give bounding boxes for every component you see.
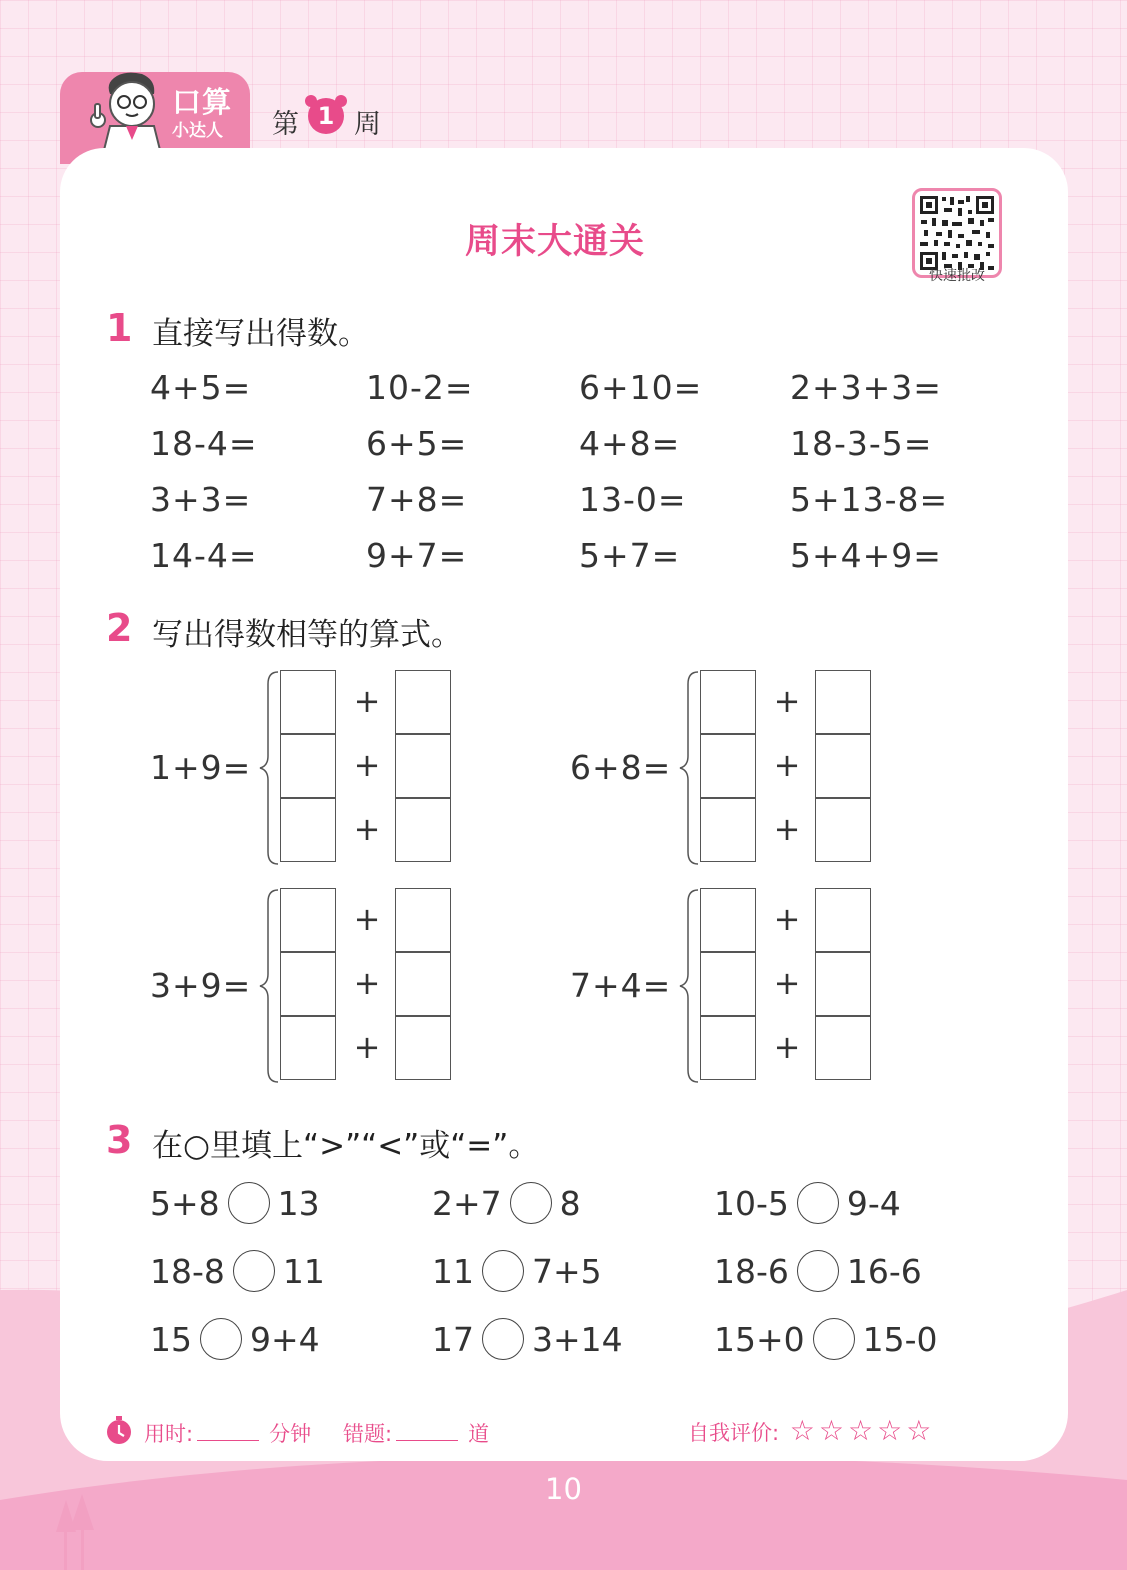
compare-circle[interactable] (813, 1318, 855, 1360)
answer-box[interactable] (395, 888, 451, 952)
star-icon[interactable]: ☆ (789, 1414, 815, 1447)
left-expression: 17 (432, 1319, 474, 1359)
comparison (714, 1182, 901, 1224)
left-expression: 5+8 (150, 1183, 220, 1223)
problem: 7+8= (366, 480, 468, 519)
section-number: 3 (106, 1118, 133, 1162)
right-expression: 3+14 (532, 1319, 623, 1359)
comparison (432, 1250, 602, 1292)
section-title: 写出得数相等的算式。 (152, 617, 462, 653)
plus-sign: + (773, 810, 801, 848)
compare-circle[interactable] (482, 1250, 524, 1292)
star-icon[interactable]: ☆ (818, 1414, 844, 1447)
time-unit: 分钟 (269, 1422, 312, 1446)
brace-icon (674, 888, 702, 1084)
comparison (432, 1318, 623, 1360)
rating-label: 自我评价: (688, 1421, 780, 1445)
answer-box[interactable] (700, 734, 756, 798)
plus-sign: + (353, 900, 381, 938)
right-expression: 15-0 (862, 1319, 938, 1359)
compare-circle[interactable] (797, 1182, 839, 1224)
answer-box[interactable] (815, 734, 871, 798)
compare-circle[interactable] (510, 1182, 552, 1224)
left-expression: 15+0 (714, 1319, 805, 1359)
compare-circle[interactable] (797, 1250, 839, 1292)
answer-box[interactable] (700, 670, 756, 734)
time-blank[interactable] (197, 1440, 259, 1441)
problem: 18-4= (150, 424, 258, 463)
section-number: 1 (106, 306, 133, 350)
answer-box[interactable] (280, 1016, 336, 1080)
problem: 6+5= (366, 424, 468, 463)
answer-box[interactable] (280, 670, 336, 734)
plus-sign: + (353, 810, 381, 848)
right-expression: 9-4 (846, 1183, 901, 1223)
group-expression: 6+8= (570, 748, 672, 787)
self-rating (688, 1414, 931, 1447)
left-expression: 2+7 (432, 1183, 502, 1223)
answer-box[interactable] (815, 670, 871, 734)
left-expression: 10-5 (714, 1183, 789, 1223)
errors-unit: 道 (468, 1422, 490, 1446)
problem: 2+3+3= (790, 368, 942, 407)
right-expression: 9+4 (250, 1319, 320, 1359)
stopwatch-icon (104, 1414, 134, 1446)
comparison (150, 1182, 320, 1224)
answer-box[interactable] (815, 1016, 871, 1080)
answer-box[interactable] (280, 798, 336, 862)
answer-box[interactable] (700, 888, 756, 952)
week-prefix: 第 (272, 109, 299, 140)
plus-sign: + (353, 1028, 381, 1066)
time-label: 用时: (144, 1422, 194, 1446)
brace-icon (254, 888, 282, 1084)
section-number: 2 (106, 606, 133, 650)
section-title: 直接写出得数。 (152, 316, 369, 352)
problem: 5+4+9= (790, 536, 942, 575)
answer-box[interactable] (280, 734, 336, 798)
compare-circle[interactable] (200, 1318, 242, 1360)
brace-icon (254, 670, 282, 866)
answer-box[interactable] (280, 952, 336, 1016)
right-expression: 11 (282, 1251, 325, 1291)
answer-box[interactable] (395, 734, 451, 798)
problem: 10-2= (366, 368, 474, 407)
comparison (714, 1250, 922, 1292)
problem: 4+5= (150, 368, 252, 407)
left-expression: 18-6 (714, 1251, 789, 1291)
answer-box[interactable] (395, 952, 451, 1016)
qr-code-icon (918, 194, 996, 272)
answer-box[interactable] (815, 798, 871, 862)
problem: 3+3= (150, 480, 252, 519)
problem: 13-0= (579, 480, 687, 519)
left-expression: 11 (432, 1251, 474, 1291)
problem: 5+13-8= (790, 480, 949, 519)
errors-record (343, 1418, 489, 1448)
answer-box[interactable] (700, 798, 756, 862)
problem: 18-3-5= (790, 424, 933, 463)
right-expression: 13 (277, 1183, 320, 1223)
answer-box[interactable] (395, 670, 451, 734)
plus-sign: + (773, 682, 801, 720)
star-icon[interactable]: ☆ (877, 1414, 903, 1447)
right-expression: 16-6 (846, 1251, 922, 1291)
plus-sign: + (353, 964, 381, 1002)
compare-circle[interactable] (228, 1182, 270, 1224)
group-expression: 1+9= (150, 748, 252, 787)
star-icon[interactable]: ☆ (847, 1414, 874, 1447)
plus-sign: + (773, 964, 801, 1002)
week-suffix: 周 (354, 109, 381, 140)
group-expression: 7+4= (570, 966, 672, 1005)
week-number: 1 (308, 98, 344, 134)
comparison (714, 1318, 938, 1360)
right-expression: 7+5 (532, 1251, 602, 1291)
star-icon[interactable]: ☆ (906, 1414, 932, 1447)
plus-sign: + (773, 900, 801, 938)
badge-subtitle: 小达人 (172, 121, 223, 141)
mascot-icon (80, 70, 170, 150)
time-record (144, 1418, 311, 1448)
comparison (150, 1318, 320, 1360)
problem: 4+8= (579, 424, 681, 463)
compare-circle[interactable] (482, 1318, 524, 1360)
answer-box[interactable] (815, 888, 871, 952)
answer-box[interactable] (395, 798, 451, 862)
problem: 6+10= (579, 368, 703, 407)
right-expression: 8 (559, 1183, 581, 1223)
answer-box[interactable] (700, 1016, 756, 1080)
comparison (150, 1250, 325, 1292)
plus-sign: + (773, 1028, 801, 1066)
left-expression: 18-8 (150, 1251, 225, 1291)
problem: 14-4= (150, 536, 258, 575)
errors-blank[interactable] (396, 1440, 458, 1441)
answer-box[interactable] (280, 888, 336, 952)
group-expression: 3+9= (150, 966, 252, 1005)
plus-sign: + (353, 746, 381, 784)
answer-box[interactable] (700, 952, 756, 1016)
left-expression: 15 (150, 1319, 192, 1359)
plus-sign: + (353, 682, 381, 720)
plus-sign: + (773, 746, 801, 784)
qr-label: 快速批改 (929, 268, 985, 284)
errors-label: 错题: (343, 1422, 393, 1446)
answer-box[interactable] (815, 952, 871, 1016)
brace-icon (674, 670, 702, 866)
problem: 9+7= (366, 536, 468, 575)
badge-title: 口算 (172, 85, 233, 119)
page-number: 10 (545, 1472, 582, 1506)
answer-box[interactable] (395, 1016, 451, 1080)
comparison (432, 1182, 581, 1224)
section-title: 在○里填上“>”“<”或“=”。 (152, 1128, 540, 1164)
compare-circle[interactable] (233, 1250, 275, 1292)
problem: 5+7= (579, 536, 681, 575)
page-title: 周末大通关 (464, 222, 645, 262)
